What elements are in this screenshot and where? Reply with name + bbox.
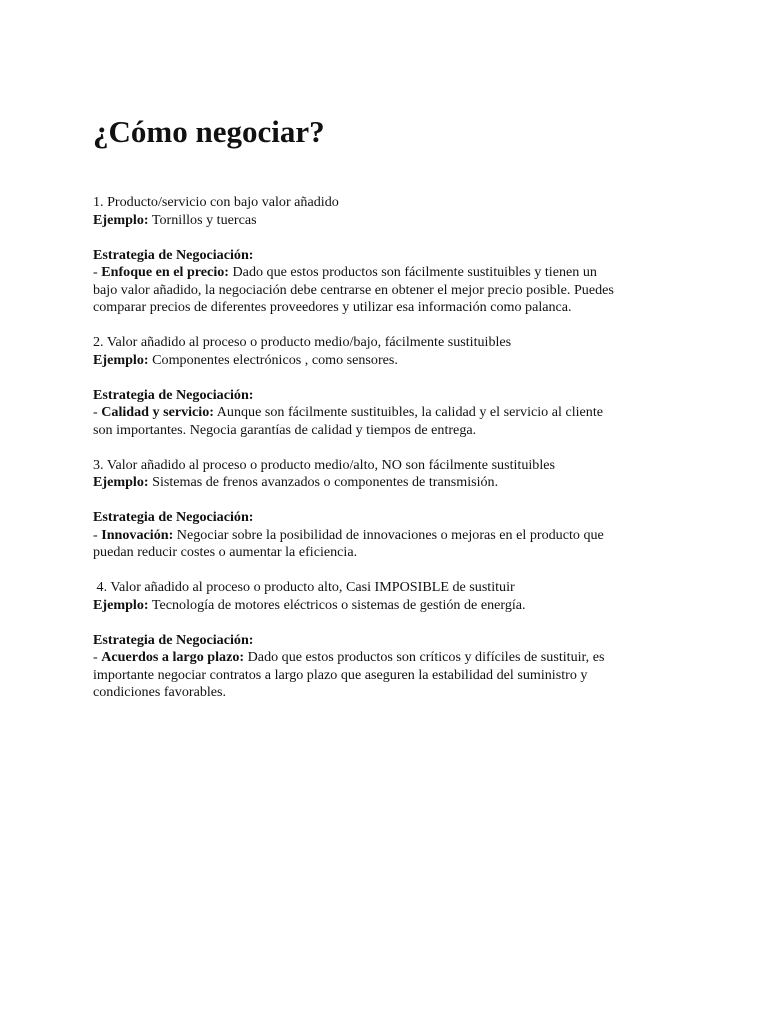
example-label: Ejemplo: — [93, 474, 149, 490]
example-label: Ejemplo: — [93, 211, 149, 228]
strategy-line: - Innovación: Negociar sobre la posibilidad de innovaciones o mejoras en el producto que — [93, 526, 604, 543]
example-line — [93, 212, 683, 230]
section-4 — [93, 579, 683, 702]
example-line — [93, 352, 683, 370]
document-body — [93, 194, 683, 702]
strategy-line: importante negociar contratos a largo plazo que aseguren la estabilidad del suministro y — [93, 666, 588, 683]
page-title: ¿Cómo negociar? — [93, 114, 325, 149]
example-line — [93, 597, 683, 615]
example-text: Sistemas de frenos avanzados o componentes de transmisión. — [152, 474, 499, 490]
example-text: Componentes electrónicos , como sensores. — [152, 351, 398, 368]
strategy-line: son importantes. Negocia garantías de calidad y tiempos de entrega. — [93, 421, 477, 438]
strategy-heading: Estrategia de Negociación: — [93, 509, 254, 525]
strategy-line: comparar precios de diferentes proveedores y utilizar esa información como palanca. — [93, 299, 572, 315]
strategy-line: puedan reducir costes o aumentar la eficiencia. — [93, 544, 358, 560]
strategy-line: - Calidad y servicio: Aunque son fácilmente sustituibles, la calidad y el servicio al cliente — [93, 404, 603, 420]
strategy-line: - Enfoque en el precio: Dado que estos productos son fácilmente sustituibles y tienen un — [93, 264, 597, 280]
strategy-name: Innovación: — [101, 526, 174, 543]
strategy-name: Acuerdos a largo plazo: — [101, 649, 245, 665]
item-line: 1. Producto/servicio con bajo valor añadido — [93, 194, 339, 210]
example-label: Ejemplo: — [93, 596, 149, 613]
example-text: Tecnología de motores eléctricos o sistemas de gestión de energía. — [151, 596, 526, 613]
strategy-name: Calidad y servicio: — [101, 404, 214, 420]
item-line: 2. Valor añadido al proceso o producto medio/bajo, fácilmente sustituibles — [93, 334, 512, 350]
strategy-line: condiciones favorables. — [93, 684, 227, 700]
section-2 — [93, 334, 683, 439]
strategy-heading: Estrategia de Negociación: — [93, 386, 254, 403]
item-line: 4. Valor añadido al proceso o producto alto, Casi IMPOSIBLE de sustituir — [93, 579, 515, 595]
section-3 — [93, 457, 683, 562]
section-1 — [93, 194, 683, 317]
example-label: Ejemplo: — [93, 351, 149, 368]
item-line: 3. Valor añadido al proceso o producto medio/alto, NO son fácilmente sustituibles — [93, 456, 555, 473]
example-line — [93, 474, 683, 492]
strategy-heading: Estrategia de Negociación: — [93, 246, 254, 263]
strategy-heading: Estrategia de Negociación: — [93, 631, 254, 648]
strategy-line: - Acuerdos a largo plazo: Dado que estos productos son críticos y difíciles de sustituir, es — [93, 649, 605, 665]
strategy-line: bajo valor añadido, la negociación debe centrarse en obtener el mejor precio posible. Puedes — [93, 281, 614, 298]
example-text: Tornillos y tuercas — [151, 211, 257, 228]
strategy-name: Enfoque en el precio: — [101, 264, 229, 280]
